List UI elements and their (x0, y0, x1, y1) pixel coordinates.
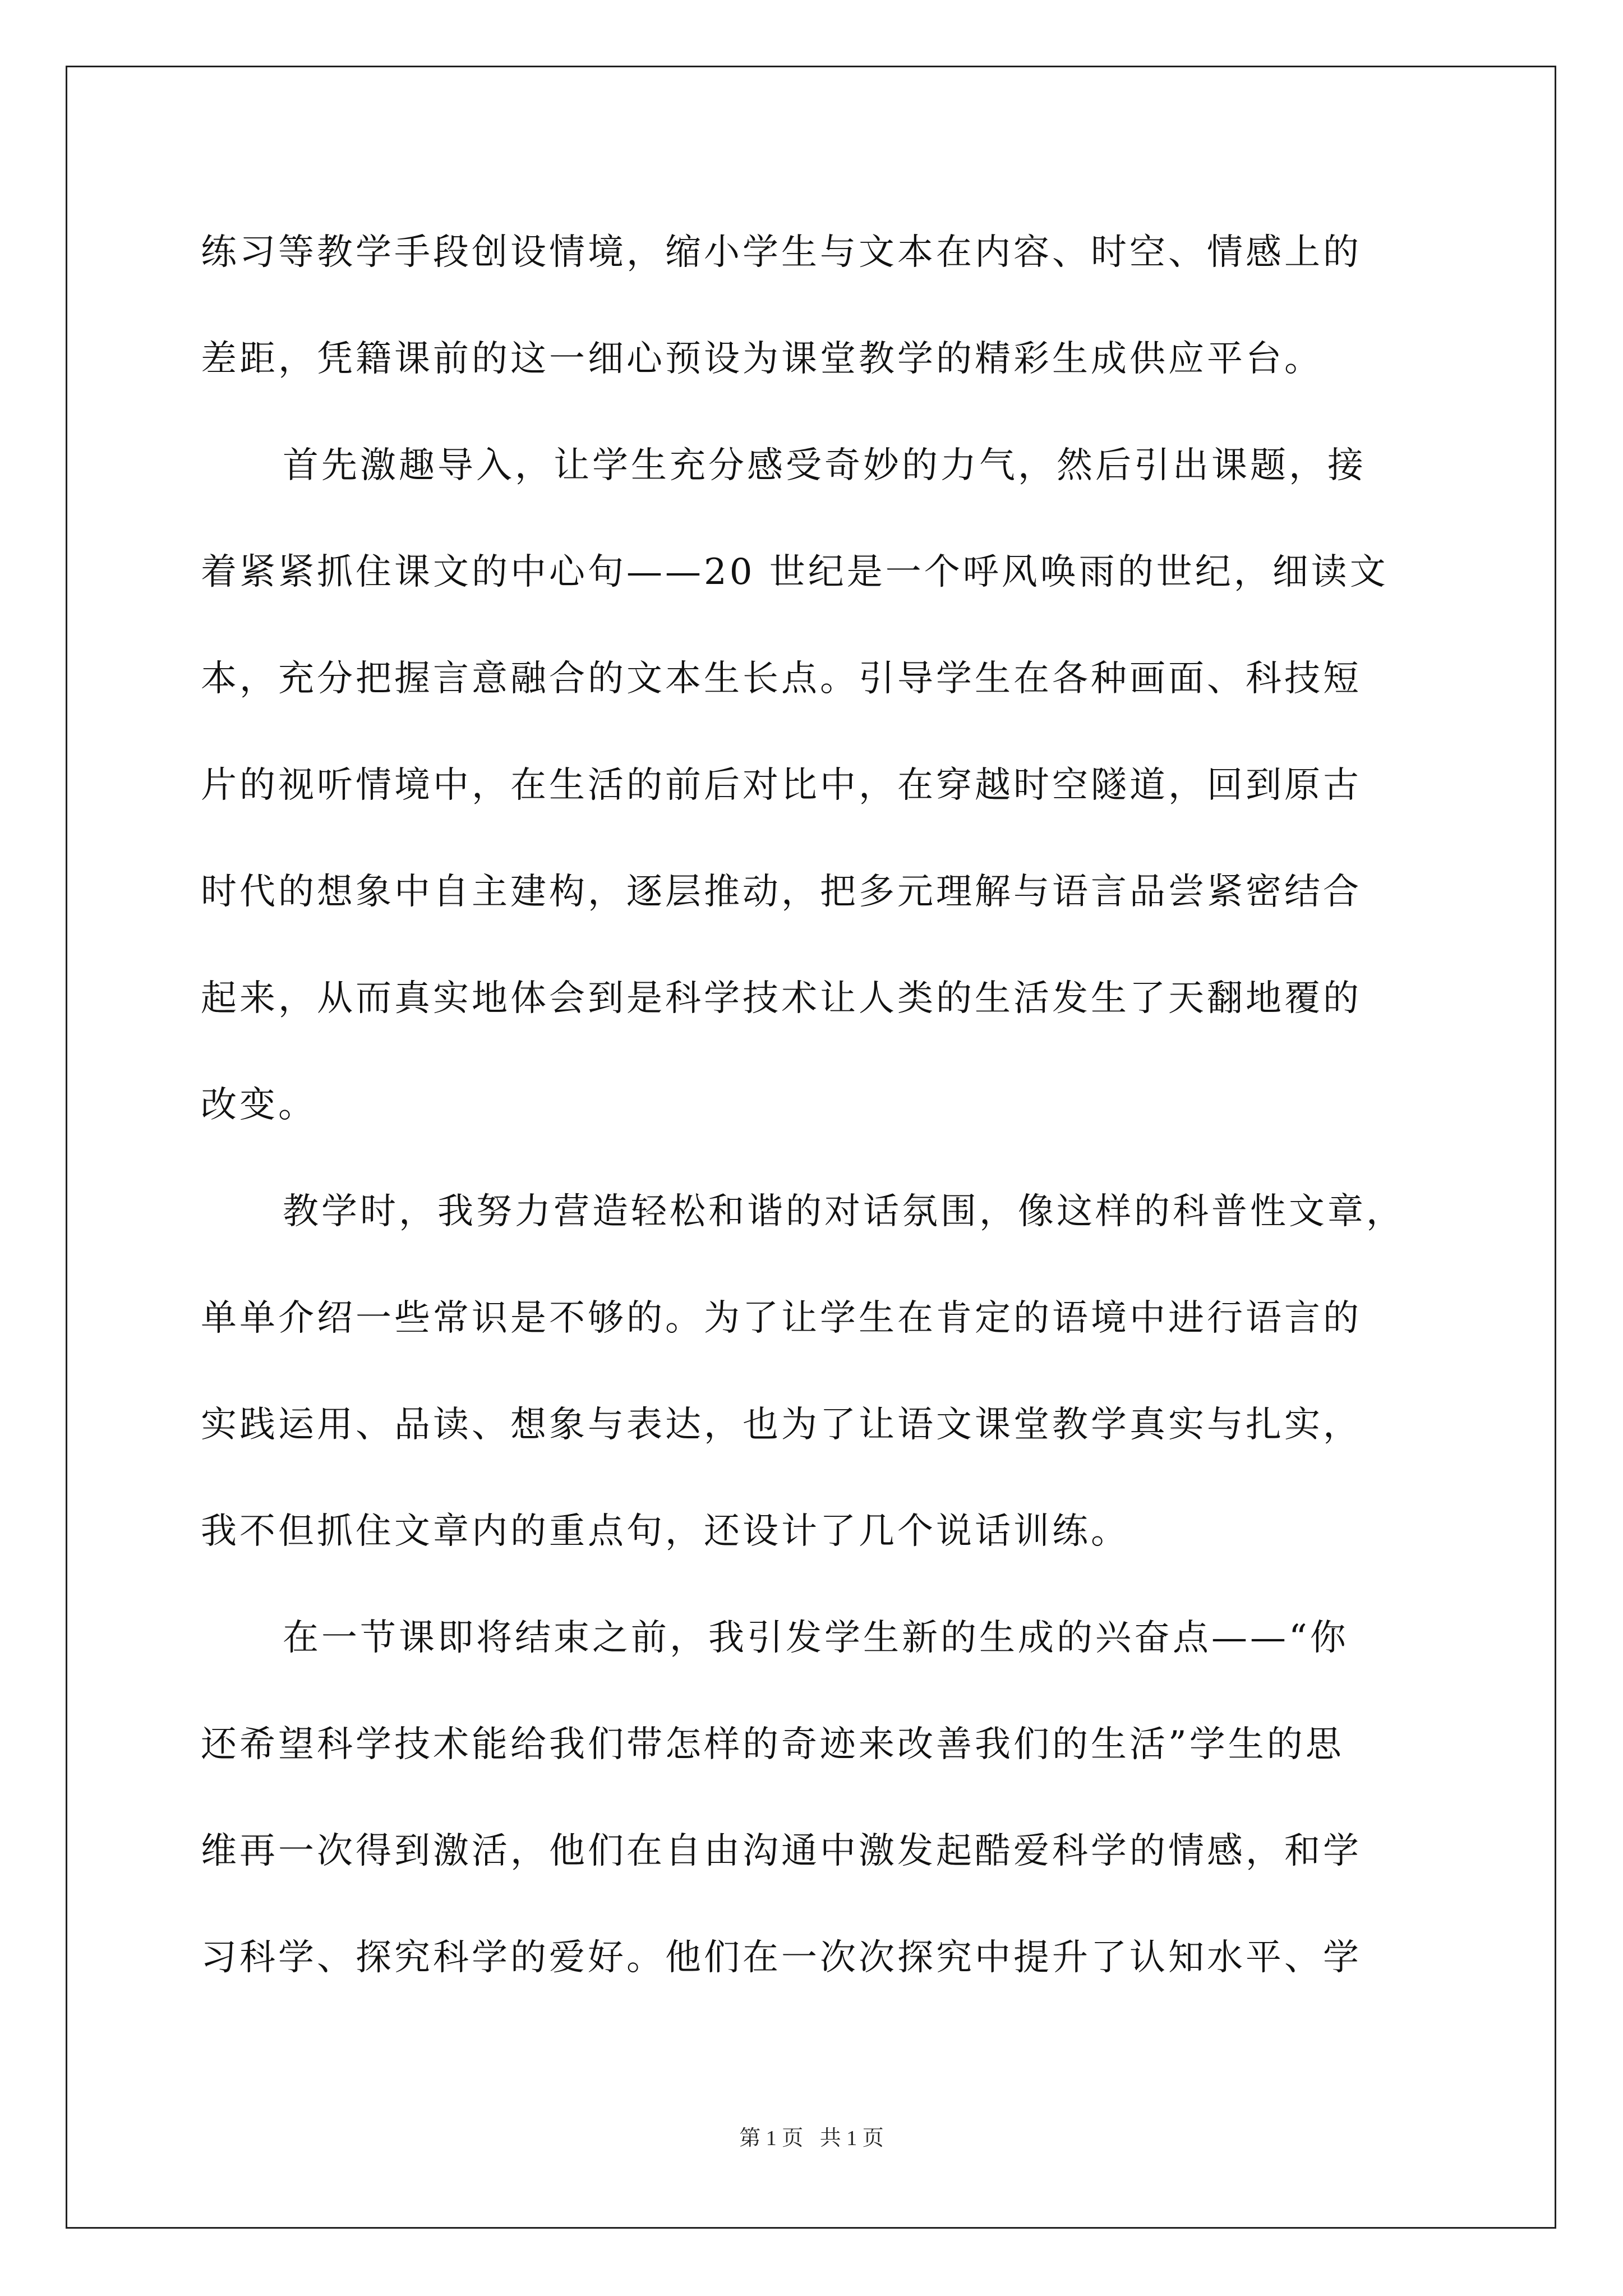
text-line-16: 维再一次得到激活，他们在自由沟通中激发起酷爱科学的情感，和学 (201, 1830, 1362, 1872)
text-line-11: 单单介绍一些常识是不够的。为了让学生在肯定的语境中进行语言的 (201, 1297, 1362, 1339)
page-number-current: 第 1 页 (739, 2127, 804, 2150)
text-line-15: 还希望科学技术能给我们带怎样的奇迹来改善我们的生活”学生的思 (201, 1724, 1344, 1765)
text-line-8: 起来，从而真实地体会到是科学技术让人类的生活发生了天翻地覆的 (201, 978, 1362, 1019)
text-line-17: 习科学、探究科学的爱好。他们在一次次探究中提升了认知水平、学 (201, 1937, 1362, 1978)
text-line-4: 着紧紧抓住课文的中心句——20 世纪是一个呼风唤雨的世纪，细读文 (201, 551, 1389, 593)
text-line-2: 差距，凭籍课前的这一细心预设为课堂教学的精彩生成供应平台。 (201, 338, 1323, 380)
text-line-3: 首先激趣导入，让学生充分感受奇妙的力气，然后引出课题，接 (283, 445, 1366, 486)
text-line-10: 教学时，我努力营造轻松和谐的对话氛围，像这样的科普性文章， (283, 1191, 1405, 1232)
page-footer (0, 2120, 1623, 2151)
text-line-1: 练习等教学手段创设情境，缩小学生与文本在内容、时空、情感上的 (201, 232, 1362, 273)
text-line-6: 片的视听情境中，在生活的前后对比中，在穿越时空隧道，回到原古 (201, 765, 1362, 806)
text-line-9: 改变。 (201, 1084, 317, 1126)
text-line-5: 本，充分把握言意融合的文本生长点。引导学生在各种画面、科技短 (201, 658, 1362, 700)
page-number-total: 共 1 页 (819, 2127, 884, 2150)
text-line-14: 在一节课即将结束之前，我引发学生新的生成的兴奋点——“你 (283, 1617, 1349, 1659)
text-line-7: 时代的想象中自主建构，逐层推动，把多元理解与语言品尝紧密结合 (201, 871, 1362, 913)
text-line-13: 我不但抓住文章内的重点句，还设计了几个说话训练。 (201, 1511, 1129, 1552)
document-body (201, 205, 1435, 2017)
text-line-12: 实践运用、品读、想象与表达，也为了让语文课堂教学真实与扎实， (201, 1404, 1362, 1446)
